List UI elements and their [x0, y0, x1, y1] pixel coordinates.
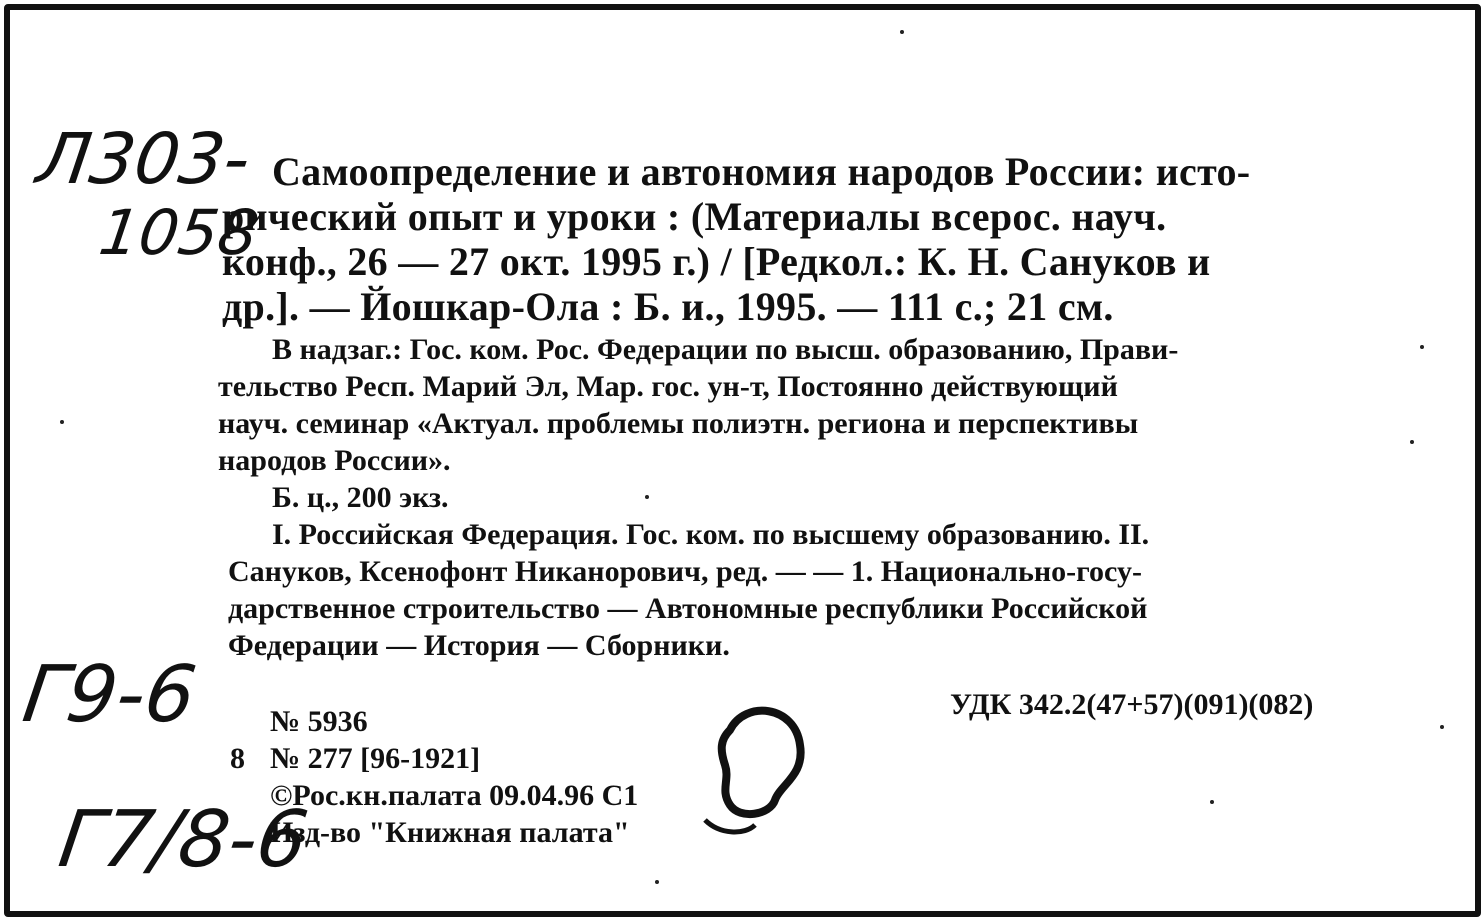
note-line-8: дарственное строительство — Автономные республики Российской [228, 592, 1148, 625]
scan-speck [1410, 440, 1414, 444]
handwritten-mark-1: Г9-6 [17, 650, 202, 740]
note-price-copies: Б. ц., 200 экз. [272, 481, 449, 514]
udc-code: УДК 342.2(47+57)(091)(082) [950, 688, 1314, 721]
note-line-1: В надзаг.: Гос. ком. Рос. Федерации по высш. образованию, Прави- [272, 333, 1179, 366]
footer-prefix: 8 [230, 742, 245, 775]
note-line-6: I. Российская Федерация. Гос. ком. по высшему образованию. II. [272, 518, 1150, 551]
note-line-7: Сануков, Ксенофонт Никанорович, ред. — — 1. Национально-госу- [228, 555, 1142, 588]
scan-speck [60, 420, 64, 424]
note-line-3: науч. семинар «Актуал. проблемы полиэтн. региона и перспективы [218, 407, 1139, 440]
scan-speck [1420, 345, 1424, 349]
footer-number-2: № 277 [96-1921] [270, 742, 481, 775]
note-line-4: народов России». [218, 444, 451, 477]
scan-speck [1210, 800, 1214, 804]
entry-line-3: конф., 26 — 27 окт. 1995 г.) / [Редкол.: К. Н. Сануков и [222, 239, 1211, 284]
handwritten-mark-2: Г7/8-6 [53, 795, 314, 885]
note-line-2: тельство Респ. Марий Эл, Мар. гос. ун-т, Постоянно действующий [218, 370, 1118, 403]
scan-speck [655, 880, 659, 884]
scan-speck [900, 30, 904, 34]
scan-speck [1440, 725, 1444, 729]
hand-drawn-circle-mark [700, 690, 830, 850]
footer-number-1: № 5936 [270, 705, 368, 738]
entry-line-2: рический опыт и уроки : (Материалы всерос. науч. [222, 194, 1167, 239]
footer-publisher: Изд-во "Книжная палата" [270, 816, 630, 849]
footer-copyright: ©Рос.кн.палата 09.04.96 С1 [270, 779, 639, 812]
handwritten-call-number-top: Л303- [32, 118, 256, 200]
note-line-9: Федерации — История — Сборники. [228, 629, 730, 662]
entry-line-4: др.]. — Йошкар-Ола : Б. и., 1995. — 111 с.; 21 см. [222, 284, 1114, 329]
entry-line-1: Самоопределение и автономия народов России: исто- [272, 149, 1251, 194]
handwritten-call-number-bottom: 1058 [94, 196, 263, 269]
scan-speck [645, 495, 649, 499]
